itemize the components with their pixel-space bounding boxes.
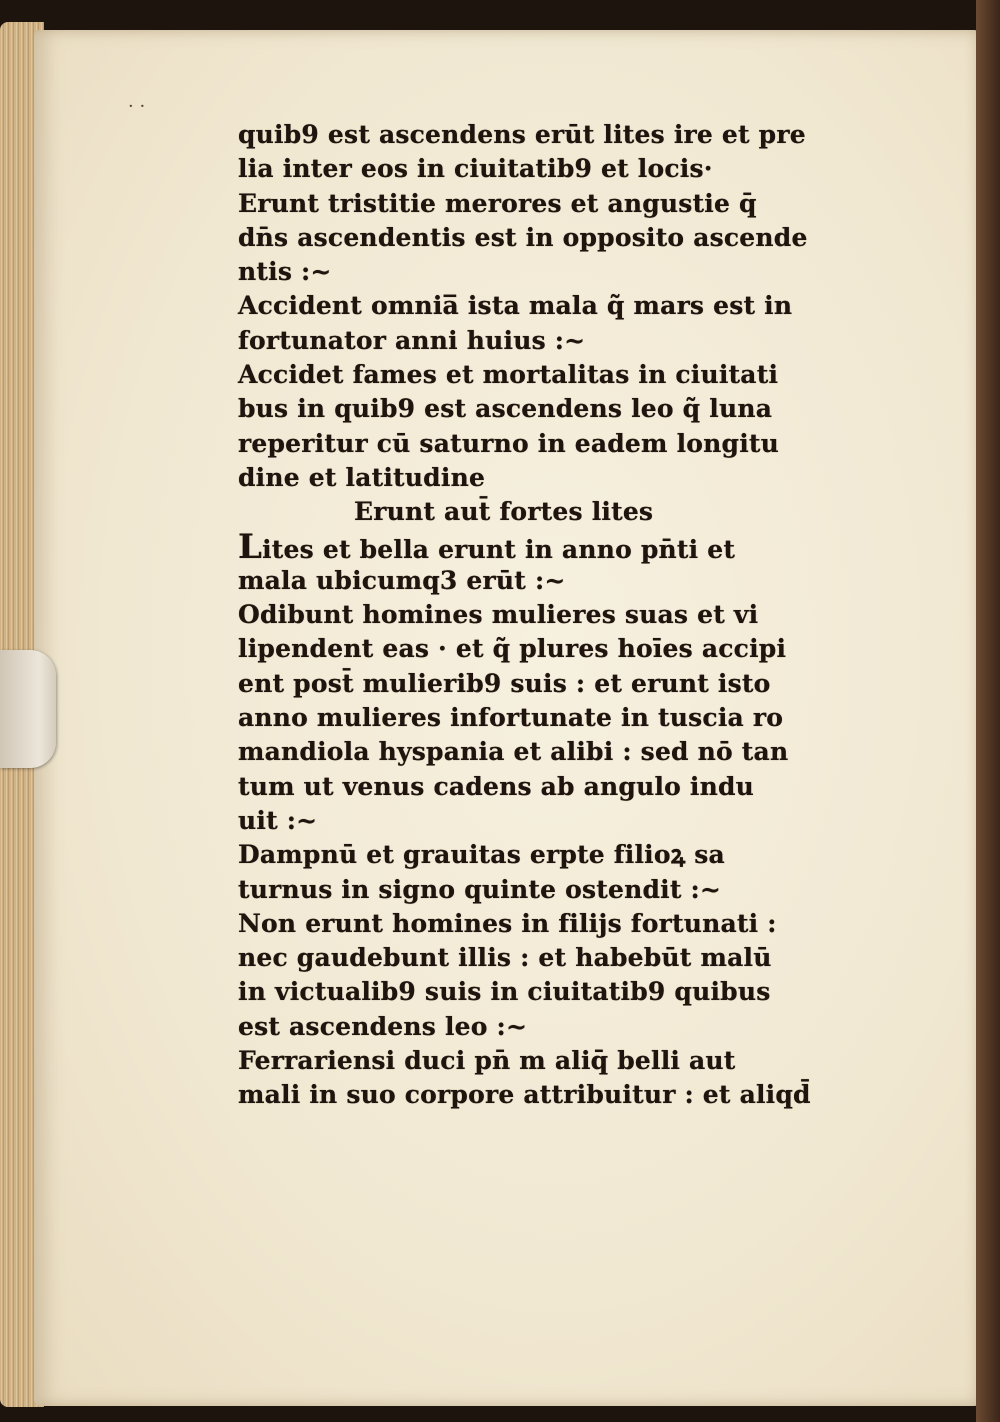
text-line: Non erunt homines in filijs fortunati : [238,908,777,938]
section-heading: Erunt aut̄ fortes lites [354,497,654,527]
text-line: in victualib9 suis in ciuitatib9 quibus [238,977,771,1007]
text-line: mali in suo corpore attribuitur : et aliqd̄ [238,1080,811,1110]
text-line: nec gaudebunt illis : et habebūt malū [238,943,772,973]
text-line: Ferrariensi duci pn̄ m aliq̄ belli aut [238,1046,736,1076]
text-line: reperitur cū saturno in eadem longitu [238,428,780,458]
text-line: Accident omnia̅ ista mala q̃ mars est in [238,291,793,321]
text-line: Odibunt homines mulieres suas et vi [238,600,759,630]
text-line: ent post̄ mulierib9 suis : et erunt isto [238,668,771,698]
text-line-initial: Lites et bella erunt in anno pn̄ti et [238,526,736,567]
text-line: Erunt tristitie merores et angustie q̄ [238,188,757,218]
manuscript-text-block [238,118,878,1113]
text-line: lia inter eos in ciuitatib9 et locis· [238,154,713,184]
text-line: tum ut venus cadens ab angulo indu [238,771,755,801]
text-line: mala ubicumq3 erūt :~ [238,565,566,595]
text-line: mandiola hyspania et alibi : sed nō tan [238,737,789,767]
text-line: quib9 est ascendens erūt lites ire et pre [238,120,806,149]
text-line: Accidet fames et mortalitas in ciuitati [238,360,779,390]
page-tab-marker [0,650,56,768]
text-line: dn̄s ascendentis est in opposito ascende [238,222,808,252]
text-line: dine et latitudine [238,462,486,492]
text-line: anno mulieres infortunate in tuscia ro [238,703,784,733]
text-line: fortunator anni huius :~ [238,325,586,355]
stray-ink-mark: · · [128,96,146,117]
text-line: uit :~ [238,805,318,835]
text-line: ntis :~ [238,257,332,287]
text-line: turnus in signo quinte ostendit :~ [238,874,722,904]
text-line: Dampnū et grauitas erpte filioꝝ sa [238,840,725,870]
book-binding [976,0,1000,1422]
text-line: lipendent eas · et q̃ plures hoīes accipi [238,634,787,664]
text-line: est ascendens leo :~ [238,1011,528,1041]
text-line: bus in quib9 est ascendens leo q̃ luna [238,394,773,424]
